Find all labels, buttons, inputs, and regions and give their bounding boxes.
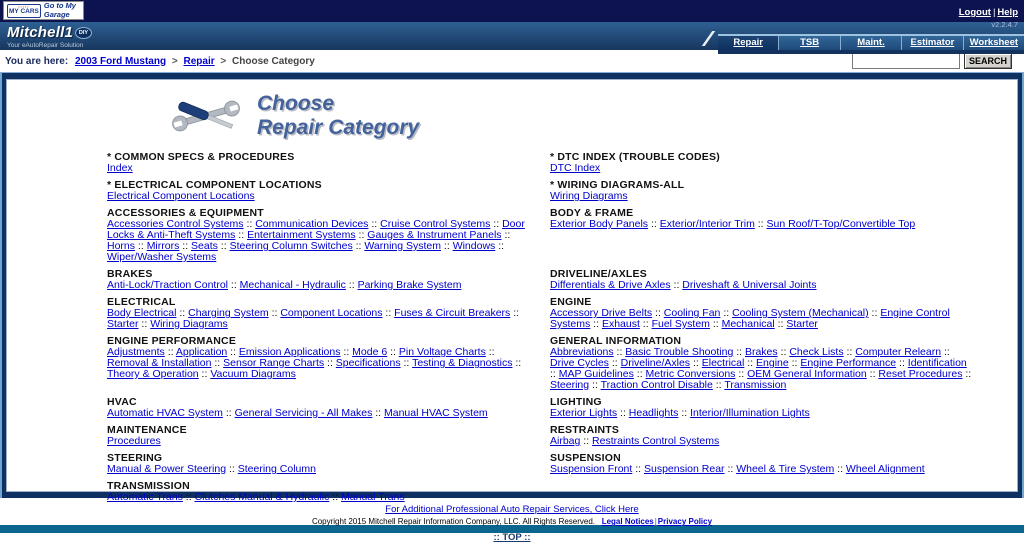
category-link[interactable]: Identification xyxy=(907,357,967,369)
link-separator: :: xyxy=(226,463,238,475)
mitchell1-logo xyxy=(7,24,92,49)
link-divider: | xyxy=(654,517,657,526)
category-link[interactable]: Vacuum Diagrams xyxy=(210,368,296,380)
section-heading: * DTC INDEX (TROUBLE CODES) xyxy=(550,151,720,163)
content-frame xyxy=(0,72,1024,503)
link-separator: :: xyxy=(608,357,621,369)
link-divider: | xyxy=(992,7,996,18)
category-link[interactable]: Adjustments xyxy=(107,346,165,358)
logout-link[interactable]: Logout xyxy=(958,7,991,18)
category-link[interactable]: Seats xyxy=(191,240,218,252)
link-separator: :: xyxy=(774,318,787,330)
section-heading: ENGINE xyxy=(550,296,592,308)
link-separator: :: xyxy=(733,346,745,358)
category-link[interactable]: Suspension Front xyxy=(550,463,633,475)
link-separator: :: xyxy=(243,218,256,230)
section-heading: BODY & FRAME xyxy=(550,207,634,219)
logo-tagline: Your eAutoRepair Solution xyxy=(7,42,84,49)
category-link[interactable]: Headlights xyxy=(628,407,679,419)
link-separator: :: xyxy=(580,435,593,447)
category-link[interactable]: Starter xyxy=(107,318,139,330)
link-separator: :: xyxy=(589,379,601,391)
category-cell xyxy=(107,397,532,419)
category-link[interactable]: Fuses & Circuit Breakers xyxy=(394,307,511,319)
section-links xyxy=(107,308,532,330)
section-links xyxy=(550,280,975,291)
category-link[interactable]: Wiring Diagrams xyxy=(150,318,228,330)
breadcrumb xyxy=(5,56,315,67)
link-separator: :: xyxy=(652,307,664,319)
section-heading: SUSPENSION xyxy=(550,452,621,464)
category-link[interactable]: Traction Control Disable xyxy=(600,379,713,391)
link-separator: :: xyxy=(135,240,147,252)
category-link[interactable]: Cruise Control Systems xyxy=(380,218,491,230)
section-links xyxy=(107,163,532,174)
category-link[interactable]: Check Lists xyxy=(789,346,844,358)
copyright-text: Copyright 2015 Mitchell Repair Information Company, LLC. All Rights Reserved. xyxy=(311,517,596,526)
help-link[interactable]: Help xyxy=(997,7,1018,18)
category-link[interactable]: DTC Index xyxy=(550,162,601,174)
section-links xyxy=(550,347,975,391)
section-links xyxy=(107,219,532,263)
category-link[interactable]: Testing & Diagnostics xyxy=(412,357,513,369)
link-separator: :: xyxy=(633,368,646,380)
category-link[interactable]: Sun Roof/T-Top/Convertible Top xyxy=(766,218,916,230)
section-links xyxy=(550,191,975,202)
page-title-line2: Repair Category xyxy=(257,116,420,139)
link-separator: :: xyxy=(501,229,511,241)
diy-badge: DIY xyxy=(75,27,92,39)
link-separator: :: xyxy=(843,346,856,358)
tab-worksheet[interactable]: Worksheet xyxy=(963,36,1024,50)
category-link[interactable]: MAP Guidelines xyxy=(558,368,634,380)
category-link[interactable]: Exterior Lights xyxy=(550,407,618,419)
link-separator: :: xyxy=(228,279,240,291)
category-link[interactable]: Emission Applications xyxy=(238,346,341,358)
nav-bar xyxy=(0,22,1024,50)
category-link[interactable]: Sensor Range Charts xyxy=(223,357,325,369)
tab-bar xyxy=(718,34,1024,54)
category-link[interactable]: Index xyxy=(107,162,133,174)
link-separator: :: xyxy=(639,318,652,330)
link-separator: :: xyxy=(387,346,399,358)
breadcrumb-separator: > xyxy=(171,55,178,67)
section-heading: ENGINE PERFORMANCE xyxy=(107,335,237,347)
link-separator: :: xyxy=(352,240,365,252)
link-separator: :: xyxy=(368,218,381,230)
category-link[interactable]: Body Electrical xyxy=(107,307,177,319)
section-links xyxy=(550,219,975,230)
link-separator: :: xyxy=(340,346,353,358)
link-separator: :: xyxy=(372,407,384,419)
category-link[interactable]: Automatic Trans xyxy=(107,491,183,503)
category-link[interactable]: Engine xyxy=(756,357,789,369)
category-link[interactable]: Electrical Component Locations xyxy=(107,190,255,202)
category-cell xyxy=(550,297,975,330)
category-link[interactable]: Application xyxy=(175,346,228,358)
category-link[interactable]: Entertainment Systems xyxy=(247,229,356,241)
content-panel xyxy=(6,79,1018,503)
category-cell xyxy=(550,425,975,447)
link-separator: :: xyxy=(941,346,950,358)
garage-button-label: Go to My Garage xyxy=(43,1,76,19)
category-link[interactable]: Exterior/Interior Trim xyxy=(659,218,755,230)
category-link[interactable]: Component Locations xyxy=(280,307,383,319)
category-link[interactable]: Door Locks & Anti-Theft Systems xyxy=(107,218,525,241)
category-link[interactable]: Specifications xyxy=(335,357,401,369)
link-separator: :: xyxy=(709,318,722,330)
back-to-top-link[interactable]: :: TOP :: xyxy=(493,532,531,543)
category-cell xyxy=(107,208,532,263)
category-link[interactable]: Anti-Lock/Traction Control xyxy=(107,279,228,291)
link-separator: :: xyxy=(617,407,629,419)
category-link[interactable]: Wheel & Tire System xyxy=(736,463,835,475)
category-link[interactable]: Removal & Installation xyxy=(107,357,212,369)
category-link[interactable]: Horns xyxy=(107,240,136,252)
section-heading: HVAC xyxy=(107,396,137,408)
section-heading: ACCESSORIES & EQUIPMENT xyxy=(107,207,264,219)
category-link[interactable]: Cooling Fan xyxy=(663,307,721,319)
link-separator: :: xyxy=(211,357,224,369)
link-separator: :: xyxy=(724,463,737,475)
link-separator: :: xyxy=(268,307,281,319)
section-heading: TRANSMISSION xyxy=(107,480,190,492)
tab-slash-decoration xyxy=(697,31,716,46)
section-links xyxy=(550,408,975,419)
category-cell xyxy=(107,180,532,202)
category-link[interactable]: Wheel Alignment xyxy=(845,463,925,475)
category-link[interactable]: Manual HVAC System xyxy=(384,407,488,419)
link-separator: :: xyxy=(355,229,368,241)
category-link[interactable]: Basic Trouble Shooting xyxy=(625,346,734,358)
privacy-policy-link[interactable]: Privacy Policy xyxy=(657,517,713,526)
link-separator: :: xyxy=(441,240,453,252)
category-link[interactable]: Manual & Power Steering xyxy=(107,463,227,475)
category-link[interactable]: Interior/Illumination Lights xyxy=(690,407,810,419)
category-link[interactable]: Restraints Control Systems xyxy=(592,435,720,447)
link-separator: :: xyxy=(550,368,559,380)
category-cell xyxy=(550,152,975,174)
category-link[interactable]: Computer Relearn xyxy=(855,346,942,358)
link-separator: :: xyxy=(788,357,801,369)
link-separator: :: xyxy=(198,368,211,380)
link-separator: :: xyxy=(382,307,395,319)
legal-notices-link[interactable]: Legal Notices xyxy=(601,517,654,526)
section-heading: * WIRING DIAGRAMS-ALL xyxy=(550,179,685,191)
link-separator: :: xyxy=(490,218,503,230)
category-link[interactable]: Wiring Diagrams xyxy=(550,190,628,202)
category-link[interactable]: Cooling System (Mechanical) xyxy=(732,307,869,319)
link-separator: :: xyxy=(834,463,846,475)
link-separator: :: xyxy=(138,318,151,330)
link-separator: :: xyxy=(868,307,881,319)
link-separator: :: xyxy=(754,218,767,230)
search-button[interactable]: SEARCH xyxy=(964,53,1012,69)
link-separator: :: xyxy=(678,407,691,419)
category-link[interactable]: Accessory Drive Belts xyxy=(550,307,653,319)
session-controls xyxy=(959,1,1018,29)
category-link[interactable]: Mechanical - Hydraulic xyxy=(239,279,346,291)
category-link[interactable]: Accessories Control Systems xyxy=(107,218,244,230)
section-links xyxy=(107,408,532,419)
category-link[interactable]: Theory & Operation xyxy=(107,368,199,380)
section-heading: BRAKES xyxy=(107,268,153,280)
breadcrumb-separator: > xyxy=(220,55,227,67)
category-link[interactable]: Differentials & Drive Axles xyxy=(550,279,671,291)
section-links xyxy=(107,191,532,202)
breadcrumb-prefix: You are here: xyxy=(5,55,69,67)
link-separator: :: xyxy=(176,307,189,319)
breadcrumb-vehicle-link[interactable]: 2003 Ford Mustang xyxy=(74,55,167,67)
category-link[interactable]: Engine Performance xyxy=(800,357,897,369)
link-separator: :: xyxy=(512,357,522,369)
repair-tools-icon xyxy=(167,93,245,139)
section-links xyxy=(550,308,975,330)
category-link[interactable]: Steering Column xyxy=(237,463,316,475)
category-link[interactable]: General Servicing - All Makes xyxy=(234,407,373,419)
section-links xyxy=(550,436,975,447)
top-bar xyxy=(0,0,1024,29)
category-link[interactable]: Manual Trans xyxy=(341,491,405,503)
link-separator: :: xyxy=(235,229,248,241)
category-link[interactable]: Reset Procedures xyxy=(878,368,963,380)
breadcrumb-current: Choose Category xyxy=(232,55,315,67)
additional-services-link[interactable]: For Additional Professional Auto Repair Services, Click Here xyxy=(385,504,639,515)
category-cell xyxy=(107,453,532,475)
section-heading: * COMMON SPECS & PROCEDURES xyxy=(107,151,295,163)
category-cell xyxy=(550,269,975,291)
link-separator: :: xyxy=(400,357,413,369)
link-separator: :: xyxy=(510,307,520,319)
category-link[interactable]: Driveshaft & Universal Joints xyxy=(682,279,817,291)
link-separator: :: xyxy=(227,346,239,358)
link-separator: :: xyxy=(182,491,195,503)
link-separator: :: xyxy=(329,491,342,503)
category-cell xyxy=(107,336,532,391)
link-separator: :: xyxy=(179,240,192,252)
my-cars-plate-icon: ▪▪▪▪▪ MY CARS xyxy=(7,4,41,18)
category-link[interactable]: Mechanical xyxy=(721,318,775,330)
link-separator: :: xyxy=(777,346,790,358)
category-link[interactable]: Mode 6 xyxy=(352,346,388,358)
category-link[interactable]: Electrical xyxy=(701,357,745,369)
tab-repair[interactable]: Repair xyxy=(718,36,778,50)
category-table xyxy=(107,152,1017,503)
category-link[interactable]: Mirrors xyxy=(146,240,180,252)
link-separator: :: xyxy=(896,357,908,369)
section-heading: RESTRAINTS xyxy=(550,424,620,436)
category-link[interactable]: Exterior Body Panels xyxy=(550,218,649,230)
link-separator: :: xyxy=(962,368,972,380)
category-link[interactable]: Parking Brake System xyxy=(357,279,462,291)
link-separator: :: xyxy=(720,307,733,319)
link-separator: :: xyxy=(495,240,505,252)
category-link[interactable]: Engine Control Systems xyxy=(550,307,950,330)
search-input[interactable] xyxy=(852,53,960,69)
category-link[interactable]: Airbag xyxy=(550,435,581,447)
category-link[interactable]: Exhaust xyxy=(601,318,640,330)
category-cell xyxy=(107,425,532,447)
link-separator: :: xyxy=(744,357,757,369)
category-cell xyxy=(107,152,532,174)
link-separator: :: xyxy=(613,346,626,358)
category-link[interactable]: Procedures xyxy=(107,435,161,447)
category-cell xyxy=(550,397,975,419)
go-to-my-garage-button[interactable] xyxy=(3,1,84,20)
section-links xyxy=(107,347,532,380)
category-link[interactable]: Suspension Rear xyxy=(643,463,725,475)
link-separator: :: xyxy=(866,368,879,380)
category-link[interactable]: Driveline/Axles xyxy=(620,357,691,369)
section-heading: GENERAL INFORMATION xyxy=(550,335,682,347)
link-separator: :: xyxy=(324,357,336,369)
category-link[interactable]: Warning System xyxy=(364,240,442,252)
section-heading: DRIVELINE/AXLES xyxy=(550,268,647,280)
link-separator: :: xyxy=(670,279,683,291)
category-link[interactable]: Transmission xyxy=(724,379,787,391)
category-link[interactable]: Clutches Manual & Hydraulic xyxy=(194,491,330,503)
category-link[interactable]: OEM General Information xyxy=(747,368,867,380)
link-separator: :: xyxy=(735,368,748,380)
category-link[interactable]: Automatic HVAC System xyxy=(107,407,223,419)
section-heading: MAINTENANCE xyxy=(107,424,187,436)
section-heading: ELECTRICAL xyxy=(107,296,176,308)
link-separator: :: xyxy=(217,240,230,252)
link-separator: :: xyxy=(345,279,358,291)
link-separator: :: xyxy=(222,407,235,419)
section-links xyxy=(107,436,532,447)
category-link[interactable]: Drive Cycles xyxy=(550,357,609,369)
link-separator: :: xyxy=(690,357,702,369)
section-links xyxy=(107,464,532,475)
category-cell xyxy=(550,180,975,202)
search-box xyxy=(850,51,1014,71)
link-separator: :: xyxy=(648,218,660,230)
page-title-line1: Choose xyxy=(257,92,335,116)
category-link[interactable]: Fuel System xyxy=(651,318,710,330)
link-separator: :: xyxy=(590,318,602,330)
link-separator: :: xyxy=(485,346,495,358)
page-title xyxy=(257,92,419,139)
category-link[interactable]: Steering Column Switches xyxy=(229,240,353,252)
page-header xyxy=(167,90,1017,142)
category-link[interactable]: Steering xyxy=(550,379,590,391)
category-cell xyxy=(550,336,975,391)
category-cell xyxy=(107,269,532,291)
category-cell xyxy=(107,297,532,330)
breadcrumb-repair-link[interactable]: Repair xyxy=(183,55,215,67)
category-link[interactable]: Metric Conversions xyxy=(645,368,736,380)
category-link[interactable]: Abbreviations xyxy=(550,346,614,358)
category-link[interactable]: Gauges & Instrument Panels xyxy=(367,229,502,241)
category-link[interactable]: Pin Voltage Charts xyxy=(398,346,486,358)
tab-tsb[interactable]: TSB xyxy=(778,36,839,50)
section-links xyxy=(107,280,532,291)
logo-title: Mitchell1 xyxy=(7,24,73,41)
category-link[interactable]: Brakes xyxy=(744,346,778,358)
section-links xyxy=(550,464,975,475)
section-heading: * ELECTRICAL COMPONENT LOCATIONS xyxy=(107,179,322,191)
section-heading: STEERING xyxy=(107,452,163,464)
category-link[interactable]: Windows xyxy=(452,240,496,252)
tab-maint[interactable]: Maint. xyxy=(840,36,901,50)
version-label: v2.2.4.7 xyxy=(991,20,1018,29)
link-separator: :: xyxy=(632,463,644,475)
category-cell xyxy=(550,208,975,263)
tab-estimator[interactable]: Estimator xyxy=(901,36,962,50)
category-link[interactable]: Starter xyxy=(786,318,818,330)
section-links xyxy=(550,163,975,174)
category-link[interactable]: Charging System xyxy=(188,307,269,319)
section-heading: LIGHTING xyxy=(550,396,602,408)
category-cell xyxy=(550,453,975,475)
category-link[interactable]: Communication Devices xyxy=(255,218,369,230)
link-separator: :: xyxy=(712,379,725,391)
category-link[interactable]: Wiper/Washer Systems xyxy=(107,251,217,263)
link-separator: :: xyxy=(164,346,176,358)
